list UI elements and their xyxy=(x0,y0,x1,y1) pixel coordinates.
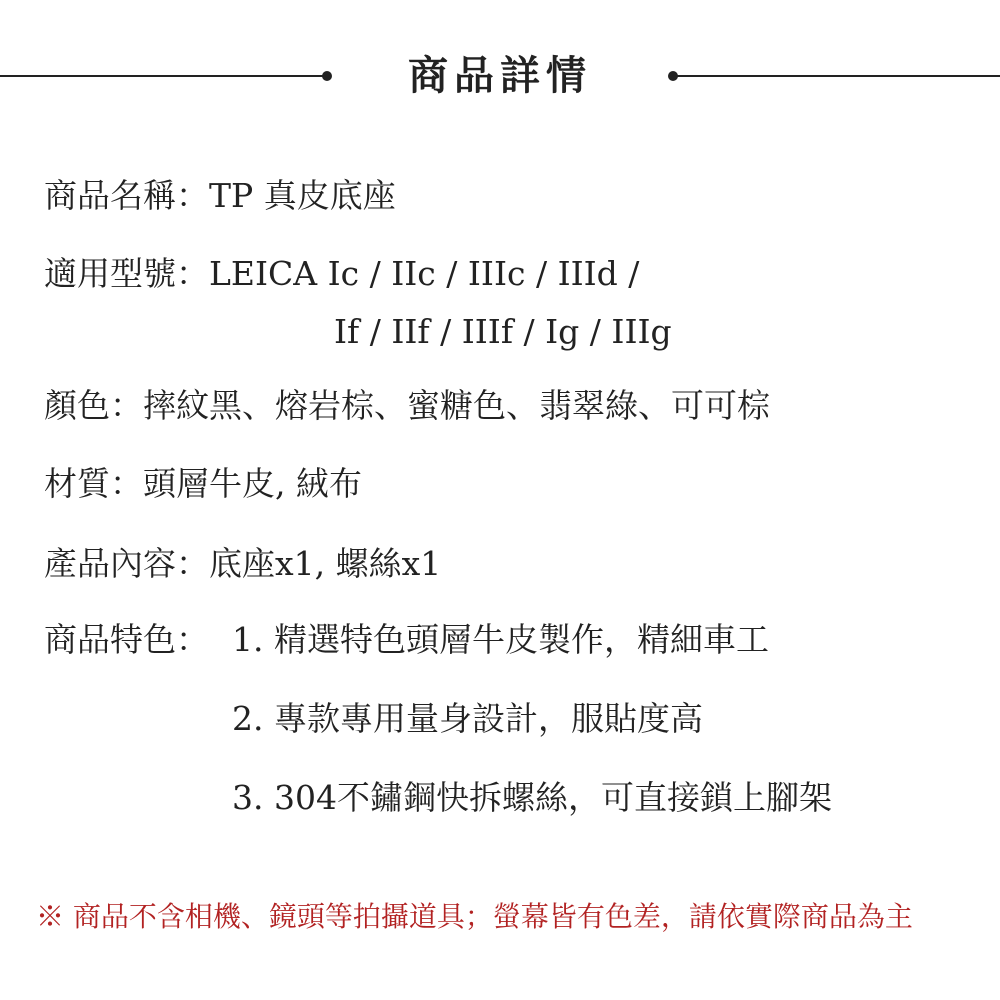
detail-name-label: 商品名稱： xyxy=(44,176,209,215)
detail-material-label: 材質： xyxy=(44,464,143,503)
detail-color-row xyxy=(44,384,770,428)
feature-item-1: 1. 精選特色頭層牛皮製作，精細車工 xyxy=(232,620,769,659)
feature-item-3: 3. 304不鏽鋼快拆螺絲，可直接鎖上腳架 xyxy=(232,778,832,817)
detail-name-row xyxy=(44,174,396,218)
detail-models-line1: LEICA Ic / IIc / IIIc / IIId / xyxy=(209,254,640,293)
disclaimer-note: ※ 商品不含相機、鏡頭等拍攝道具；螢幕皆有色差，請依實際商品為主 xyxy=(36,900,913,933)
detail-models-row xyxy=(44,252,639,296)
title-row xyxy=(0,48,1000,104)
detail-models-line2: If / IIf / IIIf / Ig / IIIg xyxy=(334,312,672,351)
feature-item-2: 2. 專款專用量身設計，服貼度高 xyxy=(232,699,703,738)
detail-contents-label: 產品內容： xyxy=(44,544,209,583)
title-left-dot xyxy=(322,71,332,81)
detail-material-row xyxy=(44,462,362,506)
detail-contents-value: 底座x1, 螺絲x1 xyxy=(209,544,442,583)
page-title: 商品詳情 xyxy=(408,52,592,99)
detail-contents-row xyxy=(44,542,441,586)
detail-material-value: 頭層牛皮, 絨布 xyxy=(143,464,362,503)
detail-features-row xyxy=(44,618,209,662)
detail-models-label: 適用型號： xyxy=(44,254,209,293)
detail-color-label: 顏色： xyxy=(44,386,143,425)
title-left-rule xyxy=(0,75,326,77)
detail-color-value: 摔紋黑、熔岩棕、蜜糖色、翡翠綠、可可棕 xyxy=(143,386,770,425)
detail-features-label: 商品特色： xyxy=(44,620,209,659)
detail-name-value: TP 真皮底座 xyxy=(209,176,396,215)
title-right-rule xyxy=(672,75,1000,77)
